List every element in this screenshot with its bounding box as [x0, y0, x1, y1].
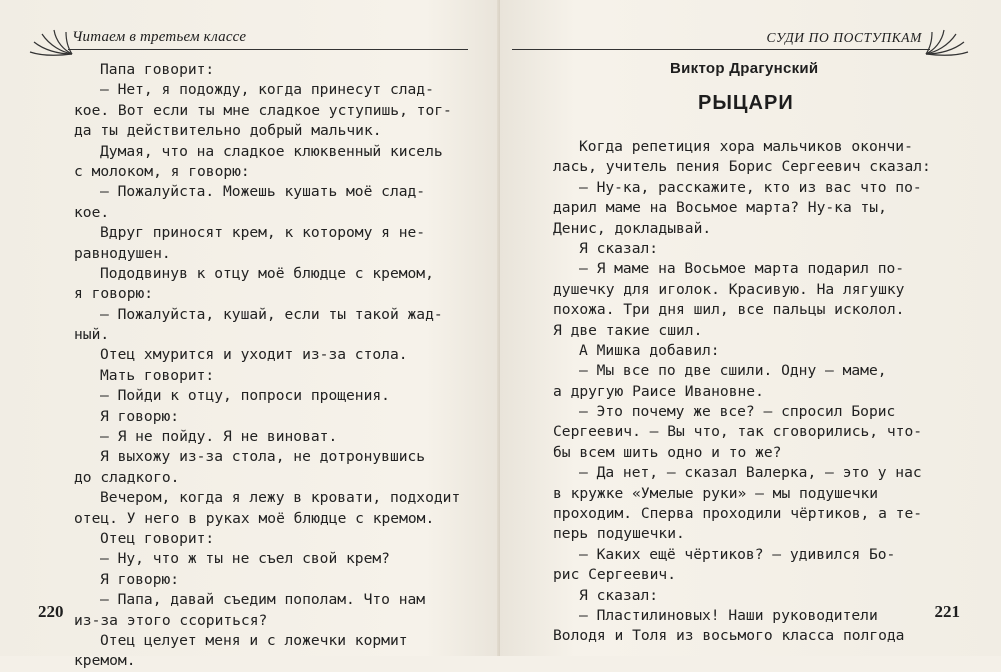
text-line: — Нет, я подожду, когда принесут слад-: [100, 81, 434, 99]
text-line: Я говорю:: [100, 407, 180, 425]
text-line: Думая, что на сладкое клюквенный кисель: [100, 142, 443, 160]
text-line: похожа. Три дня шил, все пальцы исколол.: [553, 301, 905, 319]
text-line: Мать говорит:: [100, 366, 215, 384]
right-running-header: [512, 20, 970, 50]
text-line: — Пожалуйста, кушай, если ты такой жад-: [100, 305, 443, 323]
text-line: кое.: [74, 203, 110, 221]
text-line: рис Сергеевич.: [553, 566, 677, 584]
text-line: отец. У него в руках моё блюдце с кремом.: [74, 509, 435, 527]
text-line: Сергеевич. — Вы что, так сговорились, что-: [553, 423, 923, 441]
text-line: Вечером, когда я лежу в кровати, подходит: [100, 489, 461, 507]
story-author: Виктор Драгунский: [670, 60, 819, 77]
text-line: равнодушен.: [74, 244, 171, 262]
left-page: [0, 0, 500, 670]
text-line: а другую Раисе Ивановне.: [553, 382, 764, 400]
text-line: А Мишка добавил:: [579, 341, 720, 359]
text-line: кое. Вот если ты мне сладкое уступишь, тог-: [74, 101, 452, 119]
text-line: душечку для иголок. Красивую. На лягушку: [553, 280, 905, 298]
text-line: — Пойди к отцу, попроси прощения.: [100, 387, 390, 405]
text-line: — Да нет, — сказал Валерка, — это у нас: [579, 464, 922, 482]
text-line: Денис, докладывай.: [553, 219, 712, 237]
text-line: бы всем шить одно и то же?: [553, 443, 782, 461]
text-line: дарил маме на Восьмое марта? Ну-ка ты,: [553, 199, 887, 217]
text-line: Я сказал:: [579, 586, 659, 604]
text-line: — Мы все по две сшили. Одну — маме,: [579, 362, 887, 380]
text-line: до сладкого.: [74, 468, 180, 486]
page-number: 221: [934, 602, 960, 621]
text-line: Я две такие сшил.: [553, 321, 703, 339]
right-page-text: [553, 137, 931, 647]
story-title: РЫЦАРИ: [698, 92, 794, 114]
leaf-ornament-icon: [28, 26, 74, 56]
text-line: Когда репетиция хора мальчиков окончи-: [579, 138, 913, 155]
text-line: лась, учитель пения Борис Сергеевич сказал:: [553, 158, 931, 176]
text-line: — Я маме на Восьмое марта подарил по-: [579, 260, 905, 278]
text-line: ный.: [74, 326, 110, 344]
text-line: из-за этого ссориться?: [74, 611, 268, 629]
text-line: кремом.: [74, 652, 136, 670]
text-line: Отец хмурится и уходит из-за стола.: [100, 346, 408, 364]
text-line: — Это почему же все? — спросил Борис: [579, 403, 896, 421]
text-line: — Пожалуйста. Можешь кушать моё слад-: [100, 183, 426, 201]
page-number: 220: [38, 602, 64, 621]
text-line: я говорю:: [74, 285, 154, 303]
running-header-title: Читаем в третьем классе: [72, 29, 247, 45]
leaf-ornament-icon: [924, 26, 970, 56]
text-line: Я говорю:: [100, 570, 180, 588]
text-line: Вдруг приносят крем, к которому я не-: [100, 224, 426, 242]
right-page: [500, 0, 1001, 656]
running-header-title: СУДИ ПО ПОСТУПКАМ: [766, 30, 922, 45]
text-line: да ты действительно добрый мальчик.: [74, 122, 382, 140]
header-rule: [68, 49, 468, 51]
text-line: с молоком, я говорю:: [74, 162, 250, 180]
text-line: — Я не пойду. Я не виноват.: [100, 428, 338, 446]
text-line: Володя и Толя из восьмого класса полгода: [553, 627, 905, 645]
text-line: перь подушечки.: [553, 525, 685, 543]
text-line: — Папа, давай съедим пополам. Что нам: [100, 591, 426, 609]
left-running-header: [28, 20, 468, 50]
text-line: в кружке «Умелые руки» — мы подушечки: [553, 484, 879, 502]
text-line: Папа говорит:: [100, 61, 215, 78]
text-line: Отец говорит:: [100, 529, 215, 547]
text-line: Я выхожу из-за стола, не дотронувшись: [100, 448, 426, 466]
header-rule: [512, 49, 930, 51]
text-line: Я сказал:: [579, 239, 659, 257]
text-line: — Ну, что ж ты не съел свой крем?: [100, 550, 390, 568]
text-line: Пододвинув к отцу моё блюдце с кремом,: [100, 264, 434, 282]
text-line: проходим. Сперва проходили чёртиков, а те-: [553, 505, 923, 523]
text-line: Отец целует меня и с ложечки кормит: [100, 631, 408, 649]
text-line: — Пластилиновых! Наши руководители: [579, 606, 878, 624]
text-line: — Ну-ка, расскажите, кто из вас что по-: [579, 178, 922, 196]
left-page-text: [74, 60, 460, 672]
text-line: — Каких ещё чёртиков? — удивился Бо-: [579, 545, 896, 563]
